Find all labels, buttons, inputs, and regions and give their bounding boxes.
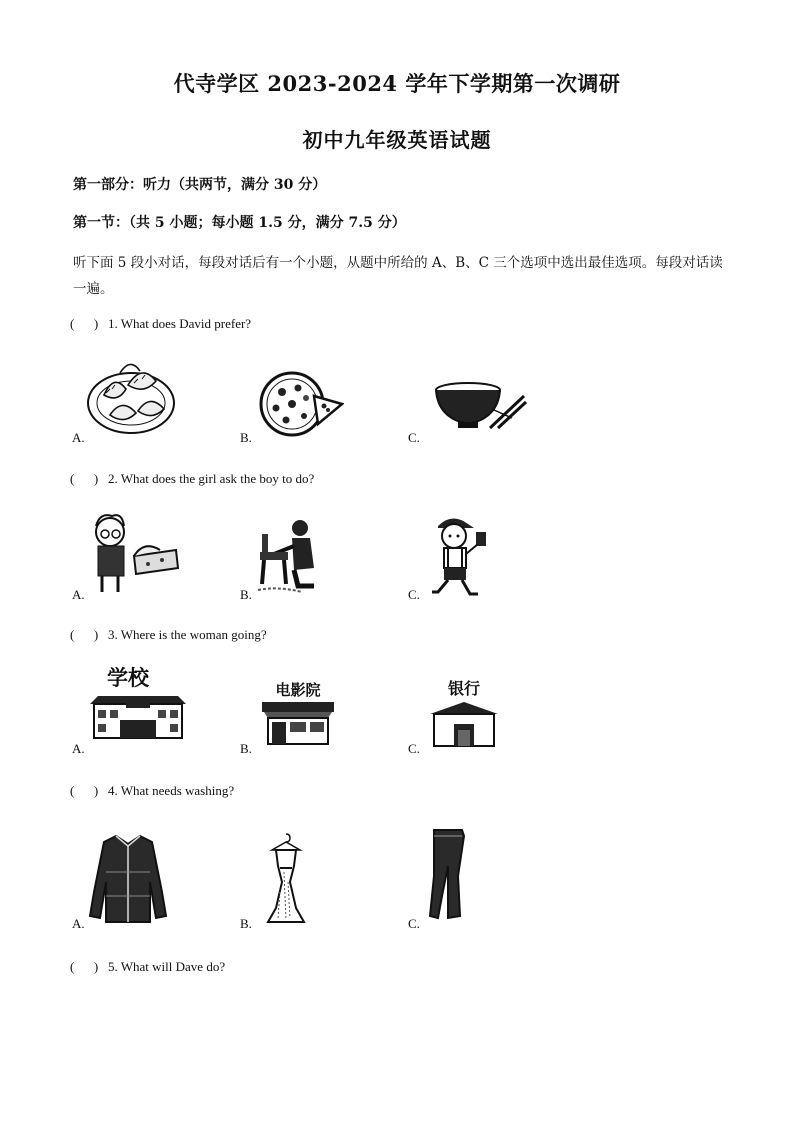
section-heading: 第一节：（共 5 小题；每小题 1.5 分，满分 7.5 分） bbox=[73, 215, 406, 231]
question-text: 1. What does David prefer? bbox=[108, 316, 252, 331]
question-text: 2. What does the girl ask the boy to do? bbox=[108, 471, 315, 486]
question-5 bbox=[70, 959, 225, 975]
answer-blank[interactable]: ( ) bbox=[70, 959, 99, 974]
question-text: 5. What will Dave do? bbox=[108, 959, 226, 974]
question-4 bbox=[70, 783, 234, 799]
exam-subtitle: 初中九年级英语试题 bbox=[302, 128, 492, 152]
school-sign: 学校 bbox=[107, 666, 149, 690]
option-a-label: A. bbox=[72, 916, 85, 931]
option-c-label: C. bbox=[408, 741, 420, 756]
bank-building-icon bbox=[428, 678, 500, 748]
exam-title: 代寺学区 2023-2024 学年下学期第一次调研 bbox=[173, 71, 621, 96]
cinema-sign: 电影院 bbox=[275, 681, 321, 699]
boy-with-drink-icon bbox=[428, 512, 492, 602]
option-c-label: C. bbox=[408, 430, 420, 445]
question-2 bbox=[70, 471, 314, 487]
option-b-label: B. bbox=[240, 587, 252, 602]
question-1 bbox=[70, 316, 251, 332]
option-a-label: A. bbox=[72, 587, 85, 602]
boy-with-cake-icon bbox=[86, 510, 182, 594]
man-repairing-chair-icon bbox=[254, 516, 322, 598]
school-building-icon bbox=[88, 666, 188, 740]
option-b-label: B. bbox=[240, 741, 252, 756]
answer-blank[interactable]: ( ) bbox=[70, 627, 99, 642]
option-a-label: A. bbox=[72, 741, 85, 756]
bank-sign: 银行 bbox=[447, 679, 480, 698]
question-text: 4. What needs washing? bbox=[108, 783, 235, 798]
option-b-label: B. bbox=[240, 430, 252, 445]
cinema-building-icon bbox=[260, 680, 336, 746]
question-text: 3. Where is the woman going? bbox=[108, 627, 267, 642]
answer-blank[interactable]: ( ) bbox=[70, 316, 99, 331]
option-a-label: A. bbox=[72, 430, 85, 445]
instructions: 听下面 5 段小对话，每段对话后有一个小题，从题中所给的 A、B、C 三个选项中选出最佳选项。每段对话读一遍。 bbox=[73, 255, 723, 297]
question-3 bbox=[70, 627, 267, 643]
trousers-icon bbox=[428, 826, 468, 922]
jacket-icon bbox=[88, 832, 168, 924]
part-heading: 第一部分：听力（共两节，满分 30 分） bbox=[73, 177, 327, 193]
rice-bowl-icon bbox=[432, 378, 528, 432]
dress-icon bbox=[264, 832, 308, 924]
pizza-icon bbox=[258, 368, 344, 438]
answer-blank[interactable]: ( ) bbox=[70, 783, 99, 798]
answer-blank[interactable]: ( ) bbox=[70, 471, 99, 486]
option-c-label: C. bbox=[408, 916, 420, 931]
option-b-label: B. bbox=[240, 916, 252, 931]
option-c-label: C. bbox=[408, 587, 420, 602]
dumplings-icon bbox=[84, 355, 178, 437]
